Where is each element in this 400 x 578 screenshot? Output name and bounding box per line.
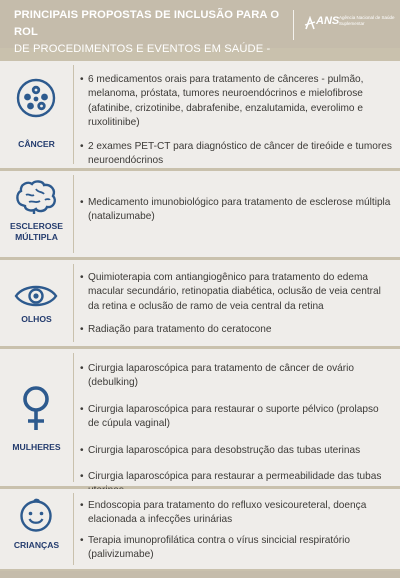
logo-subtitle: Agência Nacional de Saúde Suplementar	[339, 15, 395, 26]
category-icon-cell	[0, 349, 72, 486]
cells-icon	[16, 78, 56, 118]
column-divider	[73, 493, 74, 565]
list-item: • 2 exames PET-CT para diagnóstico de câncer de tireóide e tumores neuroendócrinos	[80, 140, 392, 169]
column-divider	[73, 264, 74, 342]
category-label-olhos: OLHOS	[21, 314, 52, 324]
category-icon-cell	[0, 260, 72, 346]
title-line-1: PRINCIPAIS PROPOSTAS DE INCLUSÃO PARA O ROL	[14, 9, 280, 38]
header-divider	[293, 10, 294, 40]
category-items-criancas	[80, 499, 392, 572]
list-item: • 6 medicamentos orais para tratamento de cânceres - pulmão, melanoma, próstata, tumores neuroendócrinos e mielofibrose (afatinibe, crizotinibe, dabrafenibe, enzalutamida, everolimo e ruxolitinibe)	[80, 73, 392, 131]
list-item: • Cirurgia laparoscópica para desobstrução das tubas uterinas	[80, 444, 392, 458]
category-items-cancer	[80, 73, 392, 177]
category-label-mulheres: MULHERES	[12, 442, 61, 452]
category-items-mulheres	[80, 362, 392, 508]
column-divider	[73, 353, 74, 482]
category-items-olhos	[80, 271, 392, 347]
list-item: • Cirurgia laparoscópica para restaurar a permeabilidade das tubas	[80, 470, 392, 499]
list-item: • Cirurgia laparoscópica para restaurar o suporte pélvico (prolapso de cúpula vaginal)	[80, 403, 392, 432]
category-label-criancas: CRIANÇAS	[13, 540, 60, 550]
category-icon-cell	[0, 171, 72, 257]
category-label-cancer: CÂNCER	[18, 139, 55, 149]
column-divider	[73, 175, 74, 253]
category-row-cancer	[0, 61, 400, 168]
list-item: • Cirurgia laparoscópica para tratamento de câncer de ovário (debulking)	[80, 362, 392, 391]
header	[0, 0, 400, 55]
baby-face-icon	[19, 498, 53, 532]
category-icon-cell	[0, 489, 72, 569]
category-row-esclerose-multipla	[0, 171, 400, 257]
category-row-criancas	[0, 489, 400, 569]
list-item: • Quimioterapia com antiangiogênico para tratamento do edema macular secundário, retinopatia diabética, oclusão de veia central da retina e oclusão de ramo de veia central da retina	[80, 271, 392, 314]
logo-text: ANS	[316, 15, 340, 27]
title-line-2: DE PROCEDIMENTOS E EVENTOS EM SAÚDE -	[14, 43, 271, 55]
list-item: • Terapia imunoprofilática contra o vírus sincicial respiratório (palivizumabe)	[80, 534, 392, 563]
category-items-esclerose-multipla	[80, 196, 392, 234]
list-item: • Radiação para tratamento do ceratocone	[80, 323, 392, 337]
footer-strip	[0, 571, 400, 578]
ans-logo	[304, 14, 396, 36]
eye-icon	[14, 283, 58, 309]
brain-icon	[14, 179, 58, 215]
category-row-mulheres	[0, 349, 400, 486]
category-label-esclerose-multipla: ESCLEROSE MÚLTIPLA	[9, 221, 63, 242]
ans-logo-mark-icon	[304, 16, 316, 31]
category-row-olhos	[0, 260, 400, 346]
category-icon-cell	[0, 61, 72, 168]
female-symbol-icon	[21, 386, 51, 432]
list-item: • Endoscopia para tratamento do refluxo vesicoureteral, doença elacionada a infecções urinárias	[80, 499, 392, 528]
list-item: • Medicamento imunobiológico para tratamento de esclerose múltipla (natalizumabe)	[80, 196, 392, 225]
column-divider	[73, 65, 74, 164]
